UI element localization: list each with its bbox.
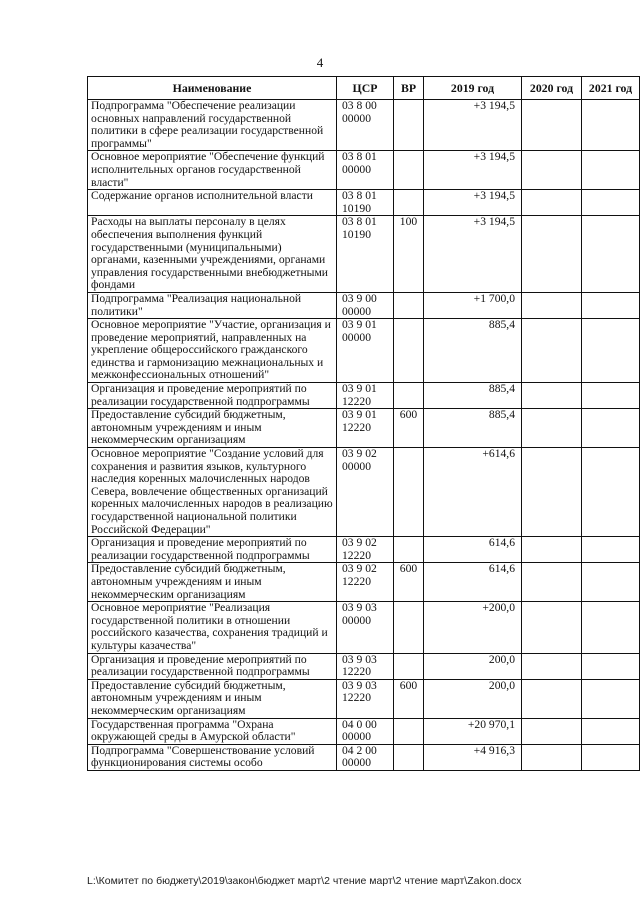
cell-vr — [394, 602, 424, 653]
table-row — [88, 292, 640, 318]
cell-vr — [394, 744, 424, 770]
cell-csr: 03 8 00 00000 — [337, 100, 394, 151]
cell-y2019: +20 970,1 — [424, 718, 522, 744]
cell-name: Государственная программа "Охрана окружающей среды в Амурской области" — [88, 718, 337, 744]
cell-name: Предоставление субсидий бюджетным, автономным учреждениям и иным некоммерческим организациям — [88, 563, 337, 602]
table-header-row — [88, 77, 640, 100]
cell-csr: 03 8 01 10190 — [337, 216, 394, 293]
table-row — [88, 151, 640, 190]
cell-y2021 — [582, 319, 640, 383]
cell-csr: 03 9 01 12220 — [337, 383, 394, 409]
cell-name: Предоставление субсидий бюджетным, автономным учреждениям и иным некоммерческим организациям — [88, 679, 337, 718]
cell-y2021 — [582, 190, 640, 216]
cell-y2021 — [582, 744, 640, 770]
cell-y2019: 200,0 — [424, 653, 522, 679]
cell-y2019: +3 194,5 — [424, 151, 522, 190]
cell-y2021 — [582, 718, 640, 744]
cell-y2021 — [582, 679, 640, 718]
cell-y2021 — [582, 151, 640, 190]
cell-y2020 — [522, 383, 582, 409]
cell-y2019: +4 916,3 — [424, 744, 522, 770]
cell-name: Основное мероприятие "Реализация государственной политики в отношении российского казачества, сохранения традиций и культуры казачества" — [88, 602, 337, 653]
cell-name: Основное мероприятие "Обеспечение функций исполнительных органов государственной власти" — [88, 151, 337, 190]
cell-name: Организация и проведение мероприятий по реализации государственной подпрограммы — [88, 383, 337, 409]
cell-csr: 03 9 03 12220 — [337, 679, 394, 718]
cell-name: Предоставление субсидий бюджетным, автономным учреждениям и иным некоммерческим организациям — [88, 409, 337, 448]
cell-y2019: +1 700,0 — [424, 292, 522, 318]
cell-csr: 03 9 02 00000 — [337, 448, 394, 537]
cell-name: Организация и проведение мероприятий по реализации государственной подпрограммы — [88, 653, 337, 679]
table-row — [88, 448, 640, 537]
column-header-vr: ВР — [394, 77, 424, 100]
cell-vr — [394, 100, 424, 151]
cell-y2020 — [522, 563, 582, 602]
cell-y2021 — [582, 448, 640, 537]
cell-name: Подпрограмма "Обеспечение реализации основных направлений государственной политики в сфере реализации государственной программы" — [88, 100, 337, 151]
cell-y2019: 614,6 — [424, 563, 522, 602]
cell-y2020 — [522, 744, 582, 770]
cell-name: Расходы на выплаты персоналу в целях обеспечения выполнения функций государственными (муниципальными) органами, казенными учреждениями, органами управления государственными внебюджетными фондами — [88, 216, 337, 293]
cell-vr — [394, 319, 424, 383]
cell-csr: 04 0 00 00000 — [337, 718, 394, 744]
cell-vr — [394, 292, 424, 318]
cell-vr — [394, 537, 424, 563]
table-row — [88, 653, 640, 679]
cell-csr: 03 9 02 12220 — [337, 563, 394, 602]
cell-y2020 — [522, 100, 582, 151]
table-row — [88, 100, 640, 151]
cell-y2021 — [582, 216, 640, 293]
cell-y2020 — [522, 718, 582, 744]
cell-vr: 100 — [394, 216, 424, 293]
cell-csr: 04 2 00 00000 — [337, 744, 394, 770]
cell-name: Подпрограмма "Совершенствование условий функционирования системы особо — [88, 744, 337, 770]
cell-y2020 — [522, 292, 582, 318]
cell-vr — [394, 448, 424, 537]
budget-table — [87, 76, 640, 771]
cell-y2019: +200,0 — [424, 602, 522, 653]
cell-y2020 — [522, 602, 582, 653]
column-header-2019: 2019 год — [424, 77, 522, 100]
cell-y2021 — [582, 383, 640, 409]
cell-y2021 — [582, 409, 640, 448]
page-number: 4 — [316, 55, 324, 70]
cell-y2019: +3 194,5 — [424, 100, 522, 151]
table-row — [88, 383, 640, 409]
cell-csr: 03 9 02 12220 — [337, 537, 394, 563]
footer-file-path: L:\Комитет по бюджету\2019\закон\бюджет март\2 чтение март\2 чтение март\Zakon.docx — [87, 875, 522, 887]
cell-name: Организация и проведение мероприятий по реализации государственной подпрограммы — [88, 537, 337, 563]
cell-vr: 600 — [394, 679, 424, 718]
cell-y2020 — [522, 653, 582, 679]
cell-y2020 — [522, 448, 582, 537]
cell-csr: 03 8 01 10190 — [337, 190, 394, 216]
cell-y2019: +3 194,5 — [424, 216, 522, 293]
cell-y2019: 885,4 — [424, 409, 522, 448]
cell-y2019: 200,0 — [424, 679, 522, 718]
cell-vr — [394, 151, 424, 190]
cell-csr: 03 9 03 12220 — [337, 653, 394, 679]
cell-y2021 — [582, 100, 640, 151]
cell-csr: 03 8 01 00000 — [337, 151, 394, 190]
cell-y2021 — [582, 653, 640, 679]
column-header-name: Наименование — [88, 77, 337, 100]
cell-y2019: 885,4 — [424, 319, 522, 383]
table-row — [88, 319, 640, 383]
cell-name: Содержание органов исполнительной власти — [88, 190, 337, 216]
cell-y2020 — [522, 151, 582, 190]
cell-y2021 — [582, 537, 640, 563]
cell-csr: 03 9 01 12220 — [337, 409, 394, 448]
table-row — [88, 563, 640, 602]
cell-y2021 — [582, 563, 640, 602]
cell-y2019: 885,4 — [424, 383, 522, 409]
table-body — [88, 100, 640, 771]
cell-y2019: 614,6 — [424, 537, 522, 563]
cell-vr: 600 — [394, 409, 424, 448]
cell-name: Основное мероприятие "Создание условий для сохранения и развития языков, культурного наследия коренных малочисленных народов Севера, вовлечение общественных организаций коренных малочисленных народов в реализацию государственной национальной политики Российской Федерации" — [88, 448, 337, 537]
cell-y2020 — [522, 319, 582, 383]
cell-csr: 03 9 01 00000 — [337, 319, 394, 383]
column-header-2021: 2021 год — [582, 77, 640, 100]
cell-y2019: +614,6 — [424, 448, 522, 537]
cell-y2020 — [522, 216, 582, 293]
cell-name: Подпрограмма "Реализация национальной политики" — [88, 292, 337, 318]
cell-vr — [394, 718, 424, 744]
table-row — [88, 216, 640, 293]
table-row — [88, 409, 640, 448]
cell-name: Основное мероприятие "Участие, организация и проведение мероприятий, направленных на укрепление общероссийского гражданского единства и гармонизацию межнациональных и межконфессиональных отношений" — [88, 319, 337, 383]
cell-y2021 — [582, 602, 640, 653]
cell-csr: 03 9 03 00000 — [337, 602, 394, 653]
cell-y2020 — [522, 190, 582, 216]
cell-vr — [394, 190, 424, 216]
table-row — [88, 190, 640, 216]
column-header-csr: ЦСР — [337, 77, 394, 100]
cell-y2021 — [582, 292, 640, 318]
table-row — [88, 679, 640, 718]
column-header-2020: 2020 год — [522, 77, 582, 100]
table-row — [88, 718, 640, 744]
cell-y2020 — [522, 537, 582, 563]
cell-y2020 — [522, 679, 582, 718]
cell-y2020 — [522, 409, 582, 448]
cell-y2019: +3 194,5 — [424, 190, 522, 216]
cell-csr: 03 9 00 00000 — [337, 292, 394, 318]
table-row — [88, 537, 640, 563]
table-row — [88, 602, 640, 653]
cell-vr — [394, 653, 424, 679]
cell-vr — [394, 383, 424, 409]
table-row — [88, 744, 640, 770]
cell-vr: 600 — [394, 563, 424, 602]
